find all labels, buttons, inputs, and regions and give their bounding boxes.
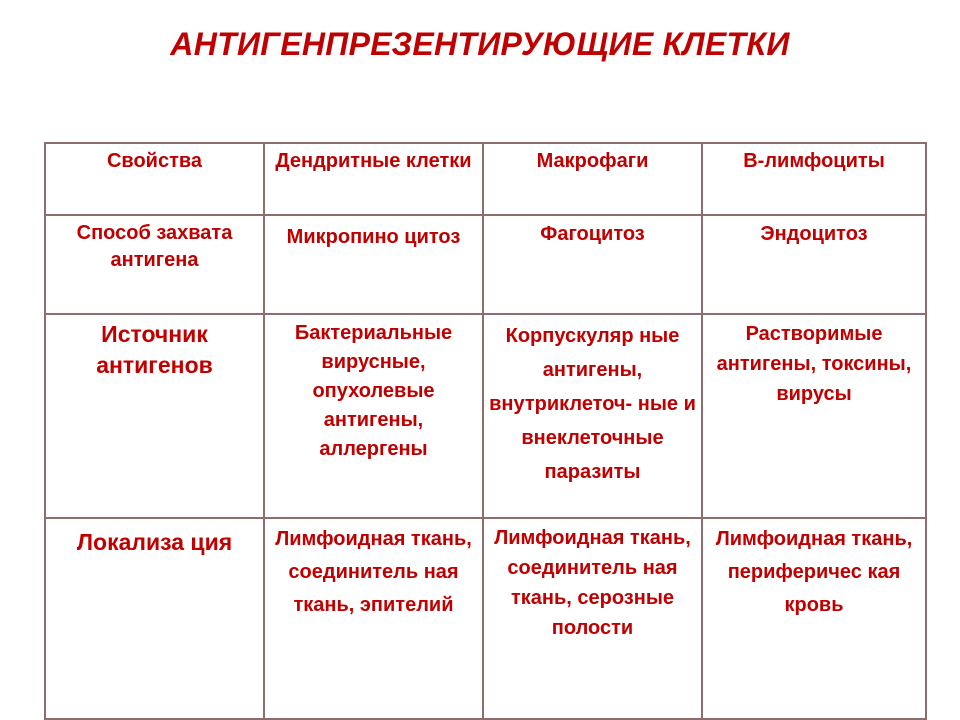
row-label-antigen-source: Источник антигенов [45, 314, 264, 518]
header-dendritic-cells: Дендритные клетки [264, 143, 483, 215]
cell-b-lymphocytes-source: Растворимые антигены, токсины, вирусы [702, 314, 926, 518]
row-label-localization: Локализа ция [45, 518, 264, 719]
header-properties: Свойства [45, 143, 264, 215]
table-row [45, 518, 926, 719]
header-macrophages: Макрофаги [483, 143, 702, 215]
cell-b-lymphocytes-capture: Эндоцитоз [702, 215, 926, 314]
cell-macrophages-capture: Фагоцитоз [483, 215, 702, 314]
cell-b-lymphocytes-localization: Лимфоидная ткань, периферичес кая кровь [702, 518, 926, 719]
cell-dendritic-localization: Лимфоидная ткань, соединитель ная ткань, эпителий [264, 518, 483, 719]
table-row [45, 215, 926, 314]
table-row [45, 314, 926, 518]
cell-macrophages-localization: Лимфоидная ткань, соединитель ная ткань, серозные полости [483, 518, 702, 719]
row-label-antigen-capture: Способ захвата антигена [45, 215, 264, 314]
page-title: АНТИГЕНПРЕЗЕНТИРУЮЩИЕ КЛЕТКИ [170, 26, 790, 62]
header-b-lymphocytes: В-лимфоциты [702, 143, 926, 215]
cell-macrophages-source: Корпускуляр ные антигены, внутриклеточ- ные и внеклеточные паразиты [483, 314, 702, 518]
table-header-row [45, 143, 926, 215]
apc-comparison-table [44, 142, 927, 720]
cell-dendritic-capture: Микропино цитоз [264, 215, 483, 314]
cell-dendritic-source: Бактериальные вирусные, опухолевые антигены, аллергены [264, 314, 483, 518]
